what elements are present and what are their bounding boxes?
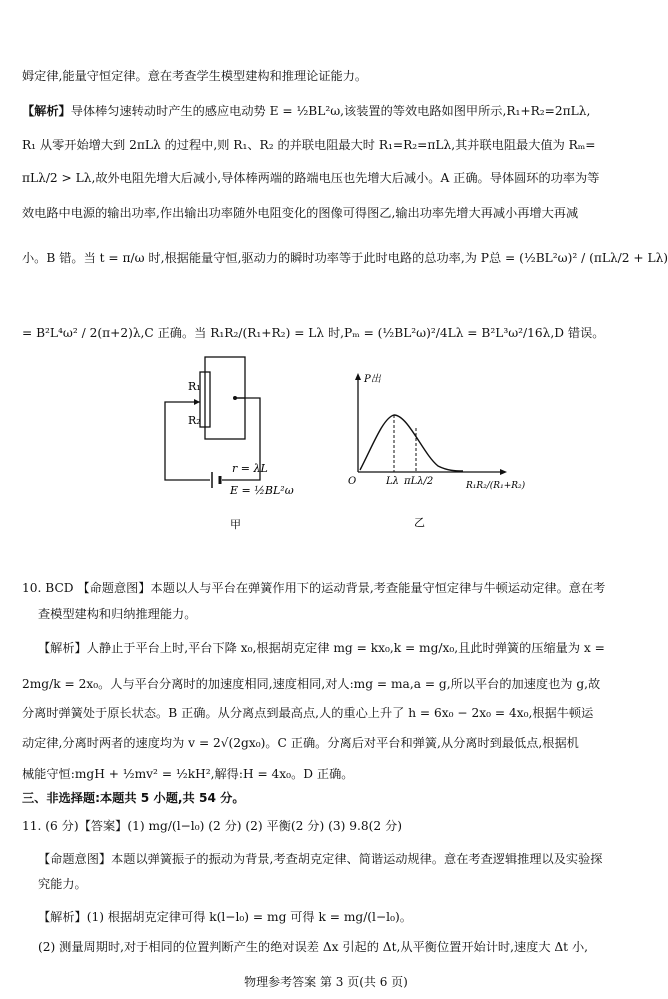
caption-a: 甲 xyxy=(230,518,241,531)
caption-b: 乙 xyxy=(414,516,425,529)
text-line: 姆定律,能量守恒定律。意在考查学生模型建构和推理论证能力。 xyxy=(22,69,368,83)
text-line: (2) 测量周期时,对于相同的位置判断产生的绝对误差 Δx 引起的 Δt,从平衡位置开始计时,速度大 Δt 小, xyxy=(38,940,589,954)
text-line: 小。B 错。当 t = π/ω 时,根据能量守恒,驱动力的瞬时功率等于此时电路的总功率,为 P总 = (½BL²ω)² / (πLλ/2 + Lλ) xyxy=(22,251,668,265)
text-line: 动定律,分离时两者的速度均为 v = 2√(2gx₀)。C 正确。分离后对平台和弹簧,从分离时到最低点,根据机 xyxy=(22,736,579,750)
text-line: R₁ 从零开始增大到 2πLλ 的过程中,则 R₁、R₂ 的并联电阻最大时 R₁=R₂=πLλ,其并联电阻最大值为 Rₘ= xyxy=(22,138,596,152)
tick-max: πLλ/2 xyxy=(404,476,434,487)
figure-circuit xyxy=(150,352,294,532)
text-line: 【命题意图】本题以弹簧振子的振动为背景,考查胡克定律、简谐运动规律。意在考查逻辑推理以及实验探 xyxy=(38,852,603,866)
text-line: 械能守恒:mgH + ½mv² = ½kH²,解得:H = 4x₀。D 正确。 xyxy=(22,767,354,781)
text-line: = B²L⁴ω² / 2(π+2)λ,C 正确。当 R₁R₂/(R₁+R₂) = Lλ 时,Pₘ = (½BL²ω)²/4Lλ = B²L³ω²/16λ,D 错误。 xyxy=(22,326,605,340)
x-axis-arrow xyxy=(500,469,507,475)
label-emf: E = ½BL²ω xyxy=(230,484,294,497)
question-11-answer: 11. (6 分)【答案】(1) mg/(l−l₀) (2 分) (2) 平衡(2 分) (3) 9.8(2 分) xyxy=(22,819,402,833)
power-curve xyxy=(360,415,463,471)
arrow-head xyxy=(194,399,200,405)
text-line: 效电路中电源的输出功率,作出输出功率随外电阻变化的图像可得图乙,输出功率先增大再减小再增大再减 xyxy=(22,206,579,220)
label-r-internal: r = λL xyxy=(232,462,268,475)
text-line: 【解析】人静止于平台上时,平台下降 x₀,根据胡克定律 mg = kx₀,k = mg/x₀,且此时弹簧的压缩量为 x = xyxy=(38,641,605,655)
analysis-line xyxy=(22,103,634,119)
y-axis-arrow xyxy=(355,373,361,380)
x-axis-label: R₁R₂/(R₁+R₂) xyxy=(466,481,526,491)
origin-label: O xyxy=(348,476,357,487)
text-line: 查模型建构和归纳推理能力。 xyxy=(38,607,197,621)
question-10-line: 10. BCD 【命题意图】本题以人与平台在弹簧作用下的运动背景,考查能量守恒定律与牛顿运动定律。意在考 xyxy=(22,581,606,595)
text-line: 2mg/k = 2x₀。人与平台分离时的加速度相同,速度相同,对人:mg = ma,a = g,所以平台的加速度也为 g,故 xyxy=(22,677,601,691)
label-r1: R₁ xyxy=(188,380,201,393)
text-line: 分离时弹簧处于原长状态。B 正确。从分离点到最高点,人的重心上升了 h = 6x₀ − 2x₀ = 4x₀,根据牛顿运 xyxy=(22,706,594,720)
analysis-tag: 【解析】 xyxy=(22,104,71,118)
text-line: πLλ/2 > Lλ,故外电阻先增大后减小,导体棒两端的路端电压也先增大后减小。A 正确。导体圆环的功率为等 xyxy=(22,171,600,185)
tick-lambda: Lλ xyxy=(386,476,399,487)
section-heading: 三、非选择题:本题共 5 小题,共 54 分。 xyxy=(22,791,245,805)
y-axis-label: P出 xyxy=(364,374,381,385)
label-r2: R₂ xyxy=(188,414,201,427)
figure-power-graph xyxy=(338,370,526,530)
text-line: 【解析】(1) 根据胡克定律可得 k(l−l₀) = mg 可得 k = mg/(l−l₀)。 xyxy=(38,910,412,924)
analysis-text: 导体棒匀速转动时产生的感应电动势 E = ½BL²ω,该装置的等效电路如图甲所示,R₁+R₂=2πLλ, xyxy=(70,104,591,118)
page-footer: 物理参考答案 第 3 页(共 6 页) xyxy=(244,975,408,989)
text-line: 究能力。 xyxy=(38,877,87,891)
